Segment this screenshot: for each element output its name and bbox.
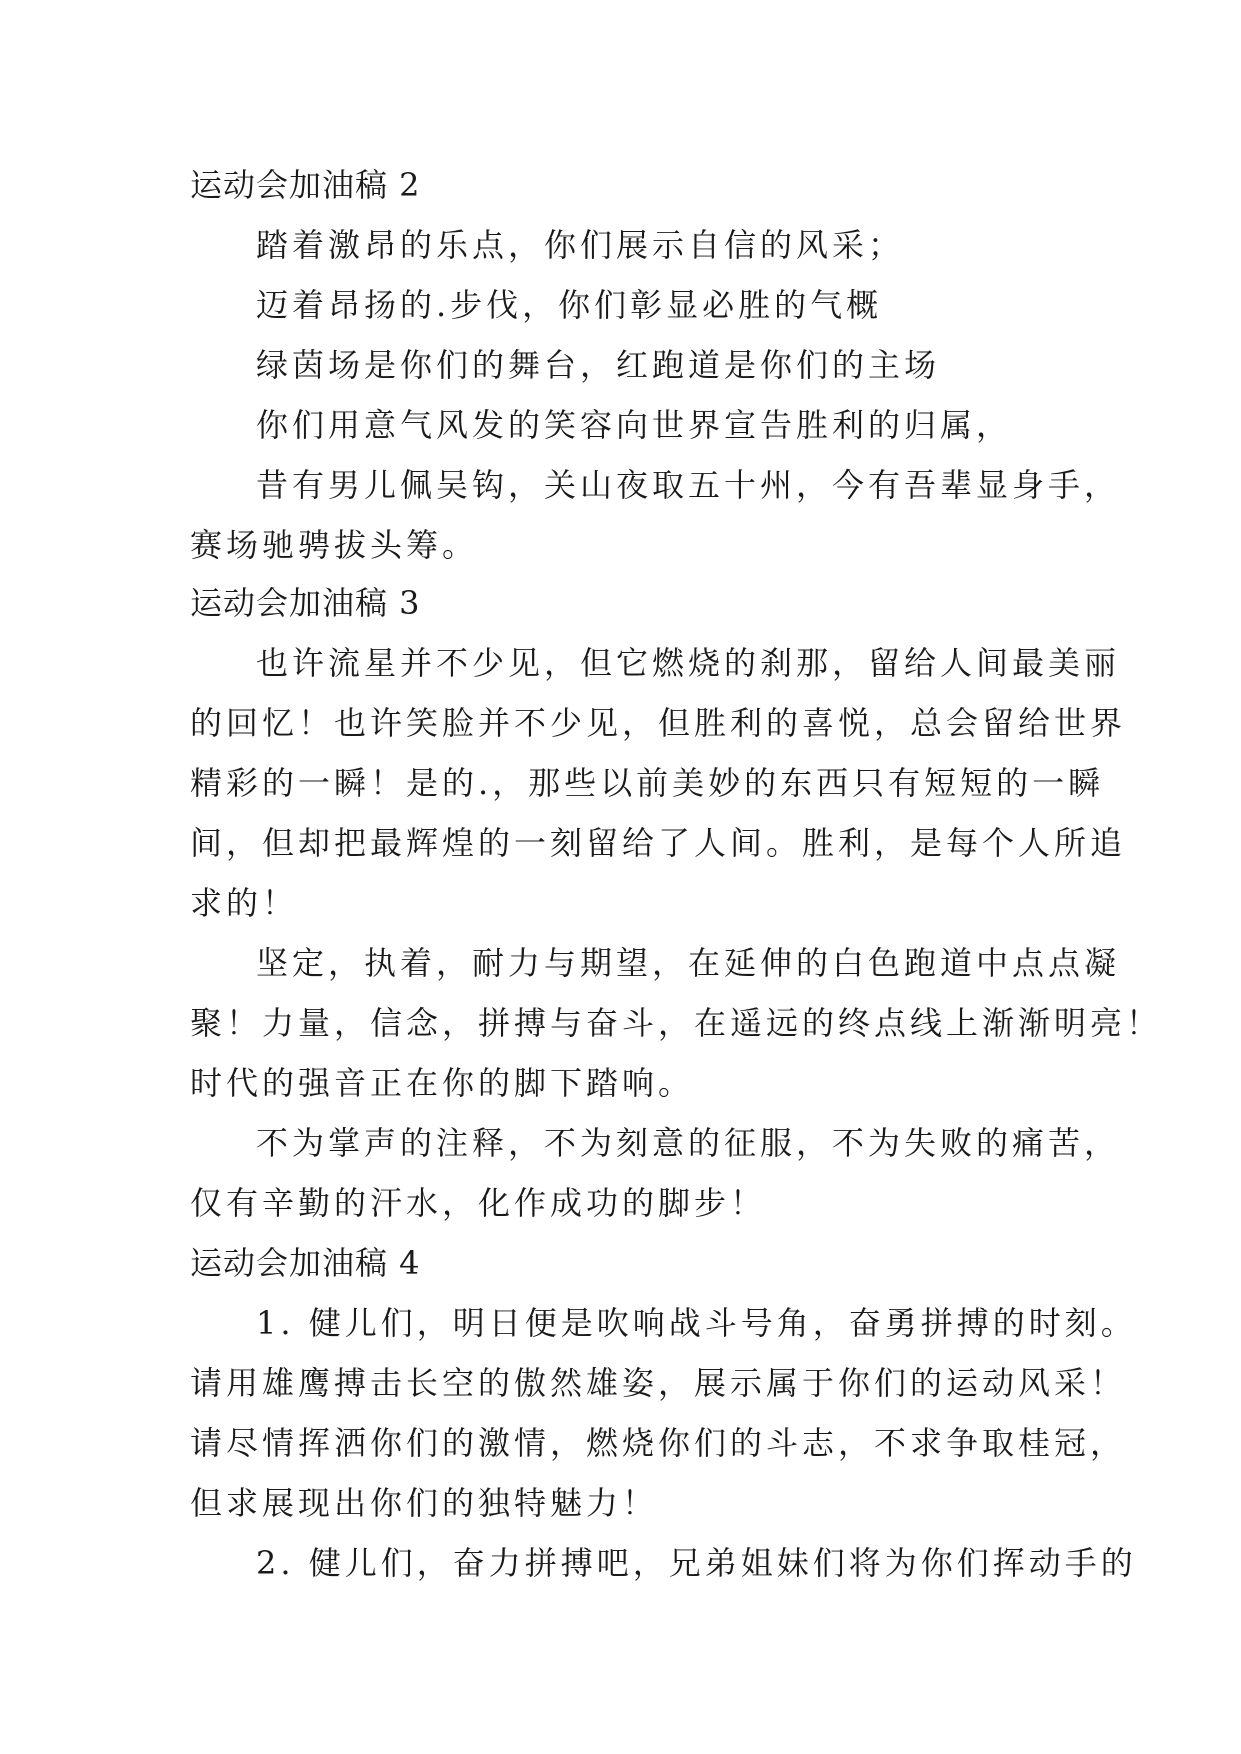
paragraph-line: 请尽情挥洒你们的激情，燃烧你们的斗志，不求争取桂冠， <box>190 1424 1127 1462</box>
section-heading: 运动会加油稿 2 <box>190 166 421 204</box>
paragraph-line: 绿茵场是你们的舞台，红跑道是你们的主场 <box>256 346 941 384</box>
paragraph-line: 请用雄鹰搏击长空的傲然雄姿，展示属于你们的运动风采！ <box>190 1364 1127 1402</box>
paragraph-line: 聚！力量，信念，拼搏与奋斗，在遥远的终点线上渐渐明亮！ <box>190 1004 1163 1042</box>
paragraph-line: 赛场驰骋拔头筹。 <box>190 526 479 564</box>
section-heading: 运动会加油稿 4 <box>190 1244 421 1282</box>
paragraph-line: 求的！ <box>190 884 299 922</box>
paragraph-line: 踏着激昂的乐点，你们展示自信的风采； <box>256 226 905 264</box>
paragraph-line: 也许流星并不少见，但它燃烧的刹那，留给人间最美丽 <box>256 644 1121 682</box>
paragraph-line: 的回忆！也许笑脸并不少见，但胜利的喜悦，总会留给世界 <box>190 704 1127 742</box>
paragraph-line: 间，但却把最辉煌的一刻留给了人间。胜利，是每个人所追 <box>190 824 1127 862</box>
paragraph-line: 1. 健儿们，明日便是吹响战斗号角，奋勇拼搏的时刻。 <box>256 1304 1137 1342</box>
paragraph-line: 时代的强音正在你的脚下踏响。 <box>190 1064 695 1102</box>
paragraph-line: 精彩的一瞬！是的.，那些以前美妙的东西只有短短的一瞬 <box>190 764 1105 802</box>
paragraph-line: 坚定，执着，耐力与期望，在延伸的白色跑道中点点凝 <box>256 944 1121 982</box>
paragraph-line: 但求展现出你们的独特魅力！ <box>190 1484 659 1522</box>
paragraph-line: 昔有男儿佩吴钩，关山夜取五十州，今有吾辈显身手， <box>256 466 1121 504</box>
paragraph-line: 2. 健儿们，奋力拼搏吧，兄弟姐妹们将为你们挥动手的 <box>256 1544 1137 1582</box>
paragraph-line: 迈着昂扬的.步伐，你们彰显必胜的气概 <box>256 286 883 324</box>
paragraph-line: 你们用意气风发的笑容向世界宣告胜利的归属， <box>256 406 1013 444</box>
paragraph-line: 仅有辛勤的汗水，化作成功的脚步！ <box>190 1184 767 1222</box>
section-heading: 运动会加油稿 3 <box>190 584 421 622</box>
paragraph-line: 不为掌声的注释，不为刻意的征服，不为失败的痛苦， <box>256 1124 1121 1162</box>
